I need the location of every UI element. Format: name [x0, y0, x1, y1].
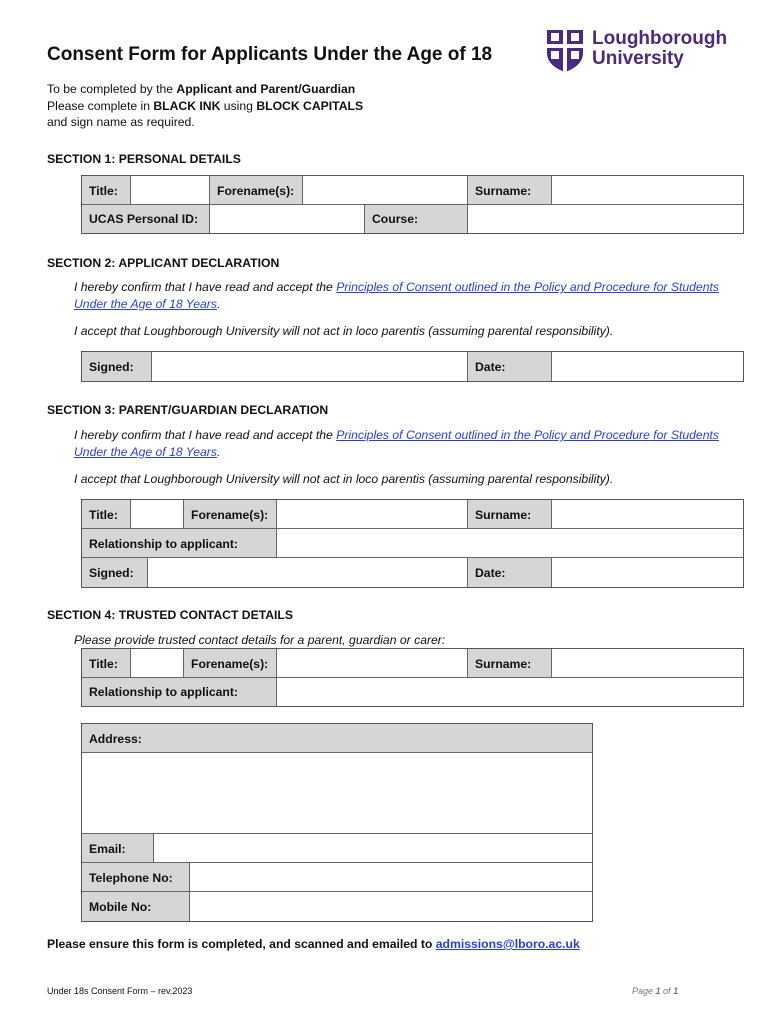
- section4-table: [81, 648, 744, 707]
- ucas-label: UCAS Personal ID:: [82, 205, 210, 233]
- surname-label: Surname:: [468, 176, 552, 205]
- page-num: 1: [655, 986, 661, 996]
- email-field[interactable]: [154, 834, 592, 863]
- telephone-field[interactable]: [190, 863, 592, 892]
- section2-confirm: [74, 279, 724, 312]
- university-logo-text: [592, 29, 727, 69]
- signed-label: Signed:: [82, 352, 152, 381]
- title-label: Title:: [82, 500, 131, 529]
- closing-text: Please ensure this form is completed, and scanned and emailed to: [47, 937, 436, 951]
- forename-label: Forename(s):: [210, 176, 303, 205]
- section2-confirm-text: I hereby confirm that I have read and accept the: [74, 280, 337, 294]
- intro-line1-bold: Applicant and Parent/Guardian: [176, 82, 356, 96]
- surname-field[interactable]: [552, 176, 743, 205]
- title-label: Title:: [82, 176, 131, 205]
- applicant-signature-field[interactable]: [152, 352, 468, 381]
- ucas-field[interactable]: [210, 205, 365, 233]
- page-total: 1: [673, 986, 679, 996]
- page-title: Consent Form for Applicants Under the Age of 18: [47, 44, 493, 65]
- contact-surname-field[interactable]: [552, 649, 743, 678]
- guardian-signature-field[interactable]: [148, 558, 468, 587]
- guardian-surname-field[interactable]: [552, 500, 743, 529]
- principles-of-consent-link-2[interactable]: Principles of Consent outlined in the Policy and Procedure for Students Under the Age of 18 Years: [74, 428, 719, 459]
- contact-relationship-field[interactable]: [277, 678, 743, 706]
- section2-sign-table: [81, 351, 744, 382]
- relationship-label: Relationship to applicant:: [82, 678, 277, 706]
- page-number: [632, 986, 678, 996]
- intro-line1: To be completed by the: [47, 82, 177, 96]
- mobile-field[interactable]: [190, 892, 592, 921]
- title-label: Title:: [82, 649, 131, 678]
- section3-confirm-text: I hereby confirm that I have read and accept the: [74, 428, 337, 442]
- closing-instruction: [47, 937, 580, 951]
- forename-label: Forename(s):: [184, 649, 277, 678]
- contact-title-field[interactable]: [131, 649, 184, 678]
- intro-text: [47, 81, 363, 131]
- guardian-title-field[interactable]: [131, 500, 184, 529]
- page-prefix: Page: [632, 986, 656, 996]
- section3-table: [81, 499, 744, 588]
- address-label: Address:: [82, 724, 592, 753]
- surname-label: Surname:: [468, 649, 552, 678]
- guardian-relationship-field[interactable]: [277, 529, 743, 558]
- title-field[interactable]: [131, 176, 210, 205]
- intro-line2: Please complete in: [47, 98, 154, 113]
- footer-left: Under 18s Consent Form – rev.2023: [47, 986, 193, 996]
- contact-forename-field[interactable]: [277, 649, 468, 678]
- forename-field[interactable]: [303, 176, 468, 205]
- intro-line3: and sign name as required.: [47, 115, 195, 129]
- admissions-email-link[interactable]: admissions@lboro.ac.uk: [435, 937, 580, 951]
- address-field[interactable]: [82, 753, 592, 834]
- section3-confirm-suffix: .: [216, 444, 221, 459]
- section3-heading: SECTION 3: PARENT/GUARDIAN DECLARATION: [47, 403, 329, 417]
- signed-label: Signed:: [82, 558, 148, 587]
- mobile-label: Mobile No:: [82, 892, 190, 921]
- section2-heading: SECTION 2: APPLICANT DECLARATION: [47, 256, 280, 270]
- course-field[interactable]: [468, 205, 743, 233]
- telephone-label: Telephone No:: [82, 863, 190, 892]
- contact-address-table: [81, 723, 593, 922]
- forename-label: Forename(s):: [184, 500, 277, 529]
- relationship-label: Relationship to applicant:: [82, 529, 277, 558]
- intro-black-ink: BLACK INK: [153, 98, 221, 113]
- course-label: Course:: [365, 205, 468, 233]
- date-label: Date:: [468, 558, 552, 587]
- applicant-date-field[interactable]: [552, 352, 743, 381]
- page-mid: of: [660, 986, 674, 996]
- guardian-date-field[interactable]: [552, 558, 743, 587]
- section4-heading: SECTION 4: TRUSTED CONTACT DETAILS: [47, 608, 294, 622]
- section1-heading: SECTION 1: PERSONAL DETAILS: [47, 152, 241, 166]
- section1-table: [81, 175, 744, 234]
- section2-confirm-suffix: .: [216, 296, 221, 311]
- section4-instruction: Please provide trusted contact details for a parent, guardian or carer:: [74, 633, 446, 647]
- principles-of-consent-link[interactable]: Principles of Consent outlined in the Policy and Procedure for Students Under the Age of 18 Years: [74, 280, 719, 311]
- surname-label: Surname:: [468, 500, 552, 529]
- section3-confirm: [74, 427, 724, 460]
- logo-line2: University: [592, 48, 684, 69]
- section2-accept: I accept that Loughborough University will not act in loco parentis (assuming parental responsibility).: [74, 324, 614, 338]
- guardian-forename-field[interactable]: [277, 500, 468, 529]
- intro-using: using: [220, 98, 257, 113]
- section3-accept: I accept that Loughborough University will not act in loco parentis (assuming parental responsibility).: [74, 472, 614, 486]
- logo-line1: Loughborough: [592, 28, 728, 49]
- intro-block-capitals: BLOCK CAPITALS: [256, 98, 364, 113]
- email-label: Email:: [82, 834, 154, 863]
- university-crest-icon: [546, 29, 584, 73]
- date-label: Date:: [468, 352, 552, 381]
